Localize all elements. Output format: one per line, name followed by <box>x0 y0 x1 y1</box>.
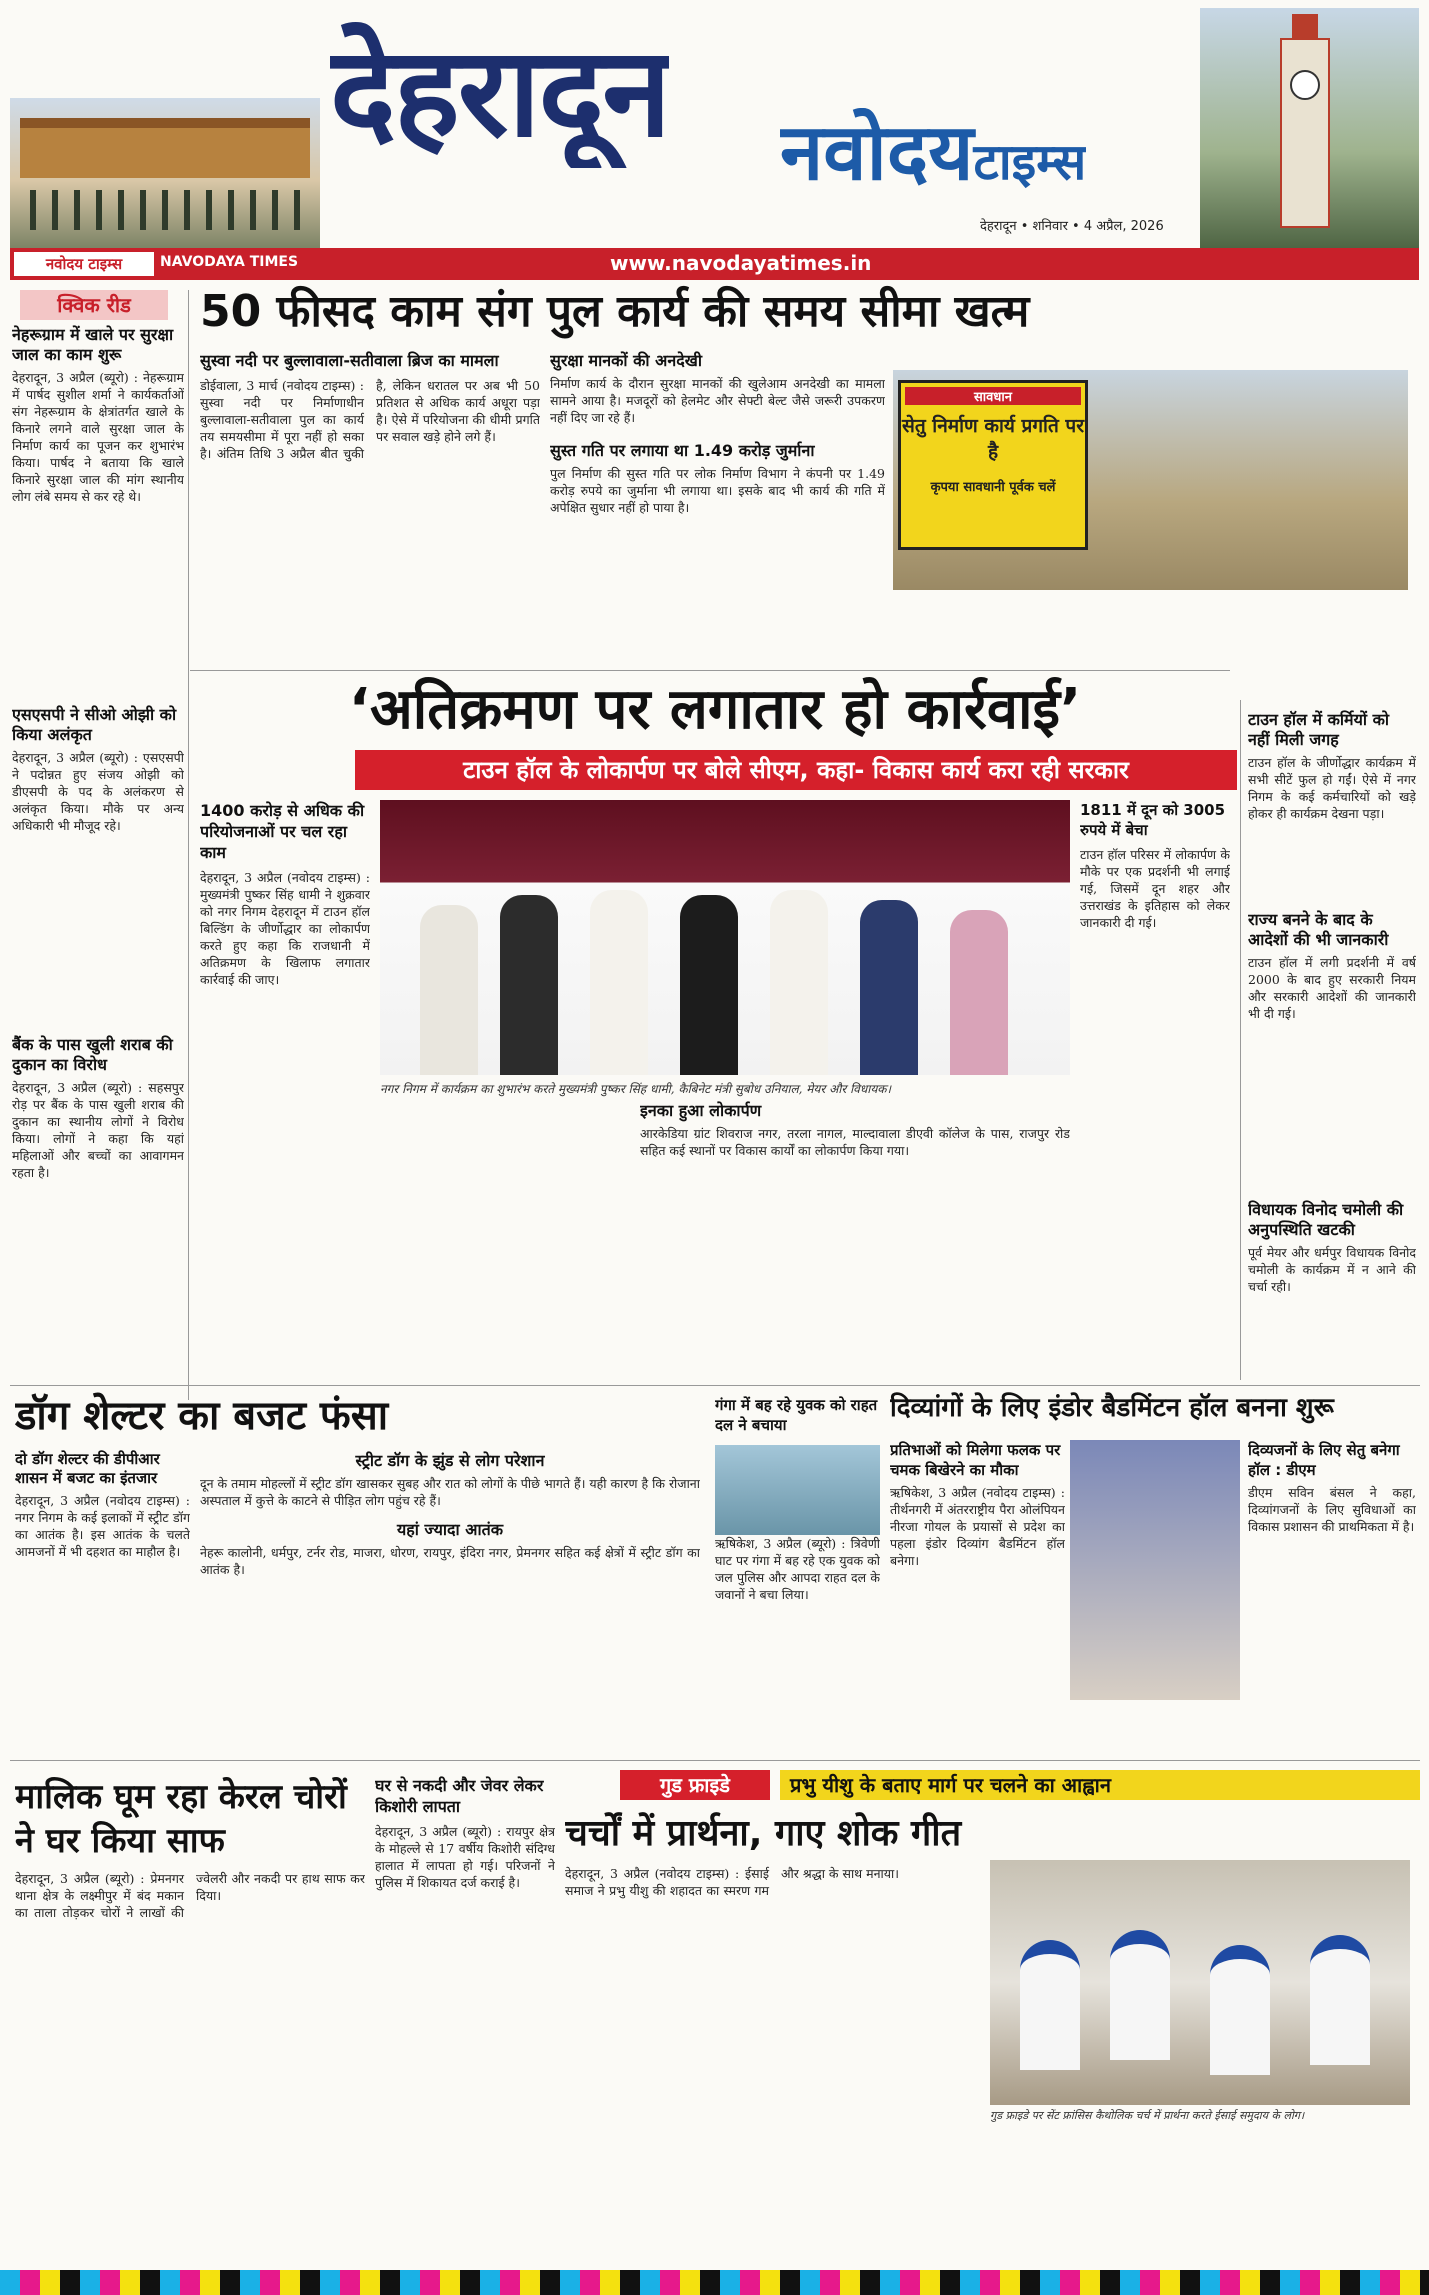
inauguration-caption: नगर निगम में कार्यक्रम का शुभारंभ करते मुख्यमंत्री पुष्कर सिंह धामी, कैबिनेट मंत्री सुबोध उनियाल, मेयर और विधायक। <box>380 1082 892 1096</box>
badminton-sub-title: प्रतिभाओं को मिलेगा फलक पर चमक बिखेरने का मौका <box>890 1441 1061 1479</box>
left-story-title: बैंक के पास खुली शराब की दुकान का विरोध <box>12 1035 173 1074</box>
left-column <box>12 325 184 1400</box>
left-story-body: देहरादून, 3 अप्रैल (ब्यूरो) : सहसपुर रोड़ पर बैंक के पास खुली शराब की दुकान का स्थानीय लोगों ने विरोध किया। लोगों ने कहा कि यहां महिलाओं और बच्चों का आवागमन रहता है। <box>12 1080 184 1180</box>
badminton-side <box>1248 1440 1416 1740</box>
badminton-side-title: दिव्यजनों के लिए सेतु बनेगा हॉल : डीएम <box>1248 1441 1400 1479</box>
website[interactable]: www.navodayatimes.in <box>610 251 872 275</box>
good-friday-tag: गुड फ्राइडे <box>620 1770 770 1800</box>
badminton-photo <box>1070 1440 1240 1700</box>
theft-headline: मालिक घूम रहा केरल चोरों ने घर किया साफ <box>15 1777 347 1861</box>
main-col1 <box>200 800 370 1380</box>
main-col2-body: टाउन हॉल परिसर में लोकार्पण के मौके पर एक प्रदर्शनी भी लगाई गई, जिसमें दून शहर और उत्तराखंड के इतिहास को लेकर जानकारी दी गई। <box>1080 847 1230 930</box>
theft-body: देहरादून, 3 अप्रैल (ब्यूरो) : प्रेमनगर थाना क्षेत्र के लक्ष्मीपुर में बंद मकान का ताला तोड़कर चोरों ने लाखों की ज्वेलरी और नकदी पर हाथ साफ कर दिया। <box>15 1871 365 1920</box>
main-headline: ‘अतिक्रमण पर लगातार हो कार्रवाई’ <box>348 677 1082 742</box>
left-story-body: देहरादून, 3 अप्रैल (ब्यूरो) : एसएसपी ने पदोन्नत हुए संजय ओझी को डीएसपी के पद के अलंकरण से अलंकृत किया। मौके पर अन्य अधिकारी भी मौजूद रहे। <box>12 750 184 833</box>
main-col1-title: 1400 करोड़ से अधिक की परियोजनाओं पर चल रहा काम <box>200 801 365 862</box>
ganga-story <box>715 1395 880 1745</box>
masthead-title: देहरादून <box>330 21 670 165</box>
main-sub3-body: आरकेडिया ग्रांट शिवराज नगर, तरला नागल, माल्दावाला डीएवी कॉलेज के पास, राजपुर रोड सहित कई स्थानों पर विकास कार्यों का लोकार्पण किया गया। <box>640 1126 1070 1158</box>
right-story-title: राज्य बनने के बाद के आदेशों की भी जानकारी <box>1248 910 1389 949</box>
main-banner: टाउन हॉल के लोकार्पण पर बोले सीएम, कहा- विकास कार्य करा रही सरकार <box>355 750 1237 790</box>
good-friday-headline: चर्चों में प्रार्थना, गाए शोक गीत <box>565 1813 962 1854</box>
dog-side-body: देहरादून, 3 अप्रैल (नवोदय टाइम्स) : नगर निगम के कई इलाकों में स्ट्रीट डॉग का आतंक है। इस आतंक के चलते आमजनों में भी दहशत का माहौल है। <box>15 1493 190 1559</box>
good-friday-body: देहरादून, 3 अप्रैल (नवोदय टाइम्स) : ईसाई समाज ने प्रभु यीशु की शहादत का स्मरण गम और श्रद्धा के साथ मनाया। <box>565 1866 900 1898</box>
badminton-body: ऋषिकेश, 3 अप्रैल (नवोदय टाइम्स) : तीर्थनगरी में अंतरराष्ट्रीय पैरा ओलंपियन नीरजा गोयल के प्रयासों से प्रदेश का पहला इंडोर दिव्यांग बैडमिंटन हॉल बनेगा। <box>890 1485 1065 1568</box>
left-story-title: नेहरूग्राम में खाले पर सुरक्षा जाल का काम शुरू <box>12 325 174 364</box>
masthead <box>10 8 1419 280</box>
main-col1-body: देहरादून, 3 अप्रैल (नवोदय टाइम्स) : मुख्यमंत्री पुष्कर सिंह धामी ने शुक्रवार को नगर निगम देहरादून में टाउन हॉल बिल्डिंग के जीर्णोद्धार का लोकार्पण करते हुए कहा कि राजधानी में अतिक्रमण के खिलाफ लगातार कार्रवाई की जाए। <box>200 870 370 987</box>
right-story-title: विधायक विनोद चमोली की अनुपस्थिति खटकी <box>1248 1200 1404 1239</box>
right-story-body: टाउन हॉल के जीर्णोद्धार कार्यक्रम में सभी सीटें फुल हो गईं। ऐसे में नगर निगम के कई कर्मचारियों को खड़े होकर ही कार्यक्रम देखना पड़ा। <box>1248 755 1416 821</box>
good-friday-story <box>565 1865 985 2260</box>
kidnap-headline: घर से नकदी और जेवर लेकर किशोरी लापता <box>375 1776 544 1816</box>
lead-sub2-title: सुरक्षा मानकों की अनदेखी <box>550 351 702 370</box>
theft-story <box>15 1870 365 2260</box>
dog-sub-body: दून के तमाम मोहल्लों में स्ट्रीट डॉग खासकर सुबह और रात को लोगों के पीछे भागते हैं। यही कारण है कि रोजाना अस्पताल में कुत्ते के काटने से पीड़ित लोग पहुंच रहे हैं। <box>200 1476 700 1508</box>
good-friday-strap: प्रभु यीशु के बताए मार्ग पर चलने का आह्वान <box>780 1770 1420 1800</box>
dog-sub2-body: नेहरू कालोनी, धर्मपुर, टर्नर रोड, माजरा, धोरण, रायपुर, इंदिरा नगर, प्रेमनगर सहित कई क्षेत्रों में स्ट्रीट डॉग का आतंक है। <box>200 1545 700 1577</box>
left-story-title: एसएसपी ने सीओ ओझी को किया अलंकृत <box>12 705 177 744</box>
dog-side <box>15 1450 190 1750</box>
right-column <box>1248 710 1416 1380</box>
lead-headline: 50 फीसद काम संग पुल कार्य की समय सीमा खत्म <box>200 286 1030 337</box>
masthead-photo-left <box>10 98 320 248</box>
dog-headline: डॉग शेल्टर का बजट फंसा <box>15 1393 389 1439</box>
badminton-headline: दिव्यांगों के लिए इंडोर बैडमिंटन हॉल बनना शुरू <box>890 1393 1334 1423</box>
dog-sub2-title: यहां ज्यादा आतंक <box>396 1520 504 1539</box>
main-sub3 <box>640 1100 1070 1370</box>
lead-sub1-title: सुस्वा नदी पर बुल्लावाला-सतीवाला ब्रिज का मामला <box>200 351 499 370</box>
masthead-brand: नवोदयटाइम्स <box>780 108 1087 198</box>
color-registration-strip <box>0 2270 1429 2295</box>
masthead-photo-clocktower <box>1200 8 1419 248</box>
main-col2 <box>1080 800 1230 1360</box>
construction-photo <box>893 370 1408 590</box>
inauguration-photo <box>380 800 1070 1075</box>
lead-sub3-title: सुस्त गति पर लगाया था 1.49 करोड़ जुर्माना <box>550 441 815 460</box>
quick-read-tag: क्विक रीड <box>20 290 168 320</box>
dog-side-title: दो डॉग शेल्टर की डीपीआर शासन में बजट का इंतजार <box>15 1450 160 1487</box>
dog-sub-title: स्ट्रीट डॉग के झुंड से लोग परेशान <box>355 1451 545 1470</box>
badminton-main <box>890 1440 1065 1740</box>
lead-story-sub1 <box>200 350 540 730</box>
ganga-headline: गंगा में बह रहे युवक को राहत दल ने बचाया <box>715 1396 878 1434</box>
kidnap-body: देहरादून, 3 अप्रैल (ब्यूरो) : रायपुर क्षेत्र के मोहल्ले से 17 वर्षीय किशोरी संदिग्ध हालात में लापता हो गई। परिजनों ने पुलिस में शिकायत दर्ज कराई है। <box>375 1824 555 1890</box>
lead-story-sub2 <box>550 350 885 730</box>
ganga-body: ऋषिकेश, 3 अप्रैल (ब्यूरो) : त्रिवेणी घाट पर गंगा में बह रहे एक युवक को जल पुलिस और आपदा राहत दल के जवानों ने बचा लिया। <box>715 1536 880 1602</box>
masthead-stripe <box>10 248 1419 280</box>
good-friday-caption: गुड फ्राइडे पर सेंट फ्रांसिस कैथोलिक चर्च में प्रार्थना करते ईसाई समुदाय के लोग। <box>990 2109 1305 2122</box>
kidnap-story <box>375 1775 555 2260</box>
dog-main <box>200 1450 700 1750</box>
right-story-body: पूर्व मेयर और धर्मपुर विधायक विनोद चमोली के कार्यक्रम में न आने की चर्चा रही। <box>1248 1245 1416 1294</box>
left-story-body: देहरादून, 3 अप्रैल (ब्यूरो) : नेहरूग्राम में पार्षद सुशील शर्मा ने कार्यकर्ताओं संग नेहरूग्राम के क्षेत्रांतर्गत खाले के किनारे लगने वाले सुरक्षा जाल के निर्माण कार्य का पूजन कर शुभारंभ किया। पार्षद ने बताया कि खाले किनारे सुरक्षा जाल की मांग स्थानीय लोग लंबे समय से कर रहे थे। <box>12 370 184 504</box>
lead-sub2-body: निर्माण कार्य के दौरान सुरक्षा मानकों की खुलेआम अनदेखी का मामला सामने आया है। मजदूरों को हेलमेट और सेफ्टी बेल्ट जैसे जरूरी उपकरण नहीं दिए जा रहे हैं। <box>550 376 885 425</box>
good-friday-photo <box>990 1860 1410 2105</box>
main-sub3-title: इनका हुआ लोकार्पण <box>640 1101 762 1120</box>
main-col2-title: 1811 में दून को 3005 रुपये में बेचा <box>1080 801 1226 839</box>
right-story-body: टाउन हॉल में लगी प्रदर्शनी में वर्ष 2000 के बाद हुए सरकारी नियम और सरकारी आदेशों की जानकारी भी दी गई। <box>1248 955 1416 1021</box>
edition-tag: नवोदय टाइम्स <box>14 252 154 276</box>
lead-sub1-body: डोईवाला, 3 मार्च (नवोदय टाइम्स) : सुस्वा नदी पर निर्माणाधीन बुल्लावाला-सतीवाला पुल का कार्य तय समयसीमा में पूरा नहीं हो सका है। अंतिम तिथि 3 अप्रैल बीत चुकी है, लेकिन धरातल पर अब भी 50 प्रतिशत से अधिक कार्य अधूरा पड़ा है। ऐसे में परियोजना की धीमी प्रगति पर सवाल खड़े होने लगे हैं। <box>200 378 540 461</box>
badminton-side-body: डीएम सविन बंसल ने कहा, दिव्यांगजनों के लिए सुविधाओं का विकास प्रशासन की प्राथमिकता में है। <box>1248 1485 1416 1534</box>
edition-tag-en: NAVODAYA TIMES <box>160 254 299 270</box>
lead-sub3-body: पुल निर्माण की सुस्त गति पर लोक निर्माण विभाग ने कंपनी पर 1.49 करोड़ रुपये का जुर्माना भी लगाया था। इसके बाद भी कार्य की गति में अपेक्षित सुधार नहीं हो पाया है। <box>550 466 885 515</box>
dateline: देहरादून • शनिवार • 4 अप्रैल, 2026 <box>980 219 1164 234</box>
ganga-photo <box>715 1445 880 1535</box>
right-story-title: टाउन हॉल में कर्मियों को नहीं मिली जगह <box>1248 710 1390 749</box>
caution-sign: सावधान सेतु निर्माण कार्य प्रगति पर है कृपया सावधानी पूर्वक चलें <box>898 380 1088 550</box>
